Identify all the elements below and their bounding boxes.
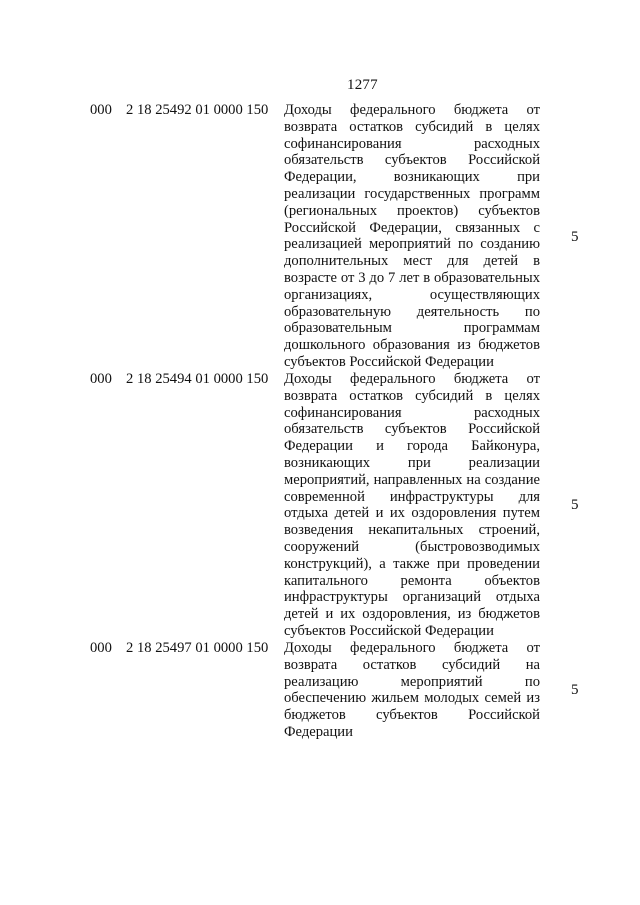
table-row	[0, 640, 640, 742]
income-description	[284, 102, 540, 371]
description-line: реализации государственных программ	[284, 185, 540, 202]
description-line: отдыха детей и их оздоровления путем	[284, 505, 540, 522]
description-line: Доходы федерального бюджета от	[284, 640, 540, 656]
description-line: Доходы федерального бюджета от	[284, 102, 540, 118]
description-line: обеспечению жильем молодых семей из	[284, 690, 540, 707]
table-row	[0, 371, 640, 641]
amount: 5	[571, 229, 579, 245]
description-line: Федерации	[284, 723, 353, 740]
description-line: софинансирования расходных	[284, 135, 540, 152]
description-line: (региональных проектов) субъектов	[284, 202, 540, 219]
description-line: Доходы федерального бюджета от	[284, 371, 540, 387]
table-row	[0, 102, 640, 372]
description-line: возврата остатков субсидий в целях	[284, 387, 540, 404]
description-line: возрасте от 3 до 7 лет в образовательных	[284, 269, 540, 286]
description-line: возведения некапитальных строений,	[284, 522, 540, 539]
description-line: дополнительных мест для детей в	[284, 253, 540, 270]
description-line: софинансирования расходных	[284, 404, 540, 421]
description-line: инфраструктуры организаций отдыха	[284, 589, 540, 606]
income-description	[284, 371, 540, 640]
description-line: капитального ремонта объектов	[284, 572, 540, 589]
description-line: сооружений (быстровозводимых	[284, 538, 540, 555]
description-line: образовательным программам	[284, 320, 540, 337]
description-line: мероприятий, направленных на создание	[284, 471, 540, 488]
income-description	[284, 640, 540, 741]
description-line: современной инфраструктуры для	[284, 488, 540, 505]
income-code: 2 18 25494 01 0000 150	[126, 371, 269, 387]
page-number: 1277	[347, 77, 378, 93]
amount: 5	[571, 682, 579, 698]
description-line: возврата остатков субсидий на	[284, 656, 540, 673]
amount: 5	[571, 497, 579, 513]
income-code: 2 18 25492 01 0000 150	[126, 102, 269, 118]
description-line: конструкций), а также при проведении	[284, 555, 540, 572]
description-line: Федерации, возникающих при	[284, 169, 540, 186]
admin-code: 000	[90, 640, 112, 656]
description-line: реализацию мероприятий по	[284, 673, 540, 690]
description-line: субъектов Российской Федерации	[284, 622, 494, 639]
description-line: Российской Федерации, связанных с	[284, 219, 540, 236]
description-line: образовательную деятельность по	[284, 303, 540, 320]
description-line: возврата остатков субсидий в целях	[284, 118, 540, 135]
income-code: 2 18 25497 01 0000 150	[126, 640, 269, 656]
description-line: организациях, осуществляющих	[284, 286, 540, 303]
description-line: обязательств субъектов Российской	[284, 152, 540, 169]
admin-code: 000	[90, 371, 112, 387]
admin-code: 000	[90, 102, 112, 118]
description-line: дошкольного образования из бюджетов	[284, 337, 540, 354]
description-line: детей и их оздоровления, из бюджетов	[284, 606, 540, 623]
description-line: Федерации и города Байконура,	[284, 438, 540, 455]
description-line: бюджетов субъектов Российской	[284, 707, 540, 724]
description-line: реализацией мероприятий по созданию	[284, 236, 540, 253]
description-line: субъектов Российской Федерации	[284, 353, 494, 370]
description-line: возникающих при реализации	[284, 454, 540, 471]
description-line: обязательств субъектов Российской	[284, 421, 540, 438]
